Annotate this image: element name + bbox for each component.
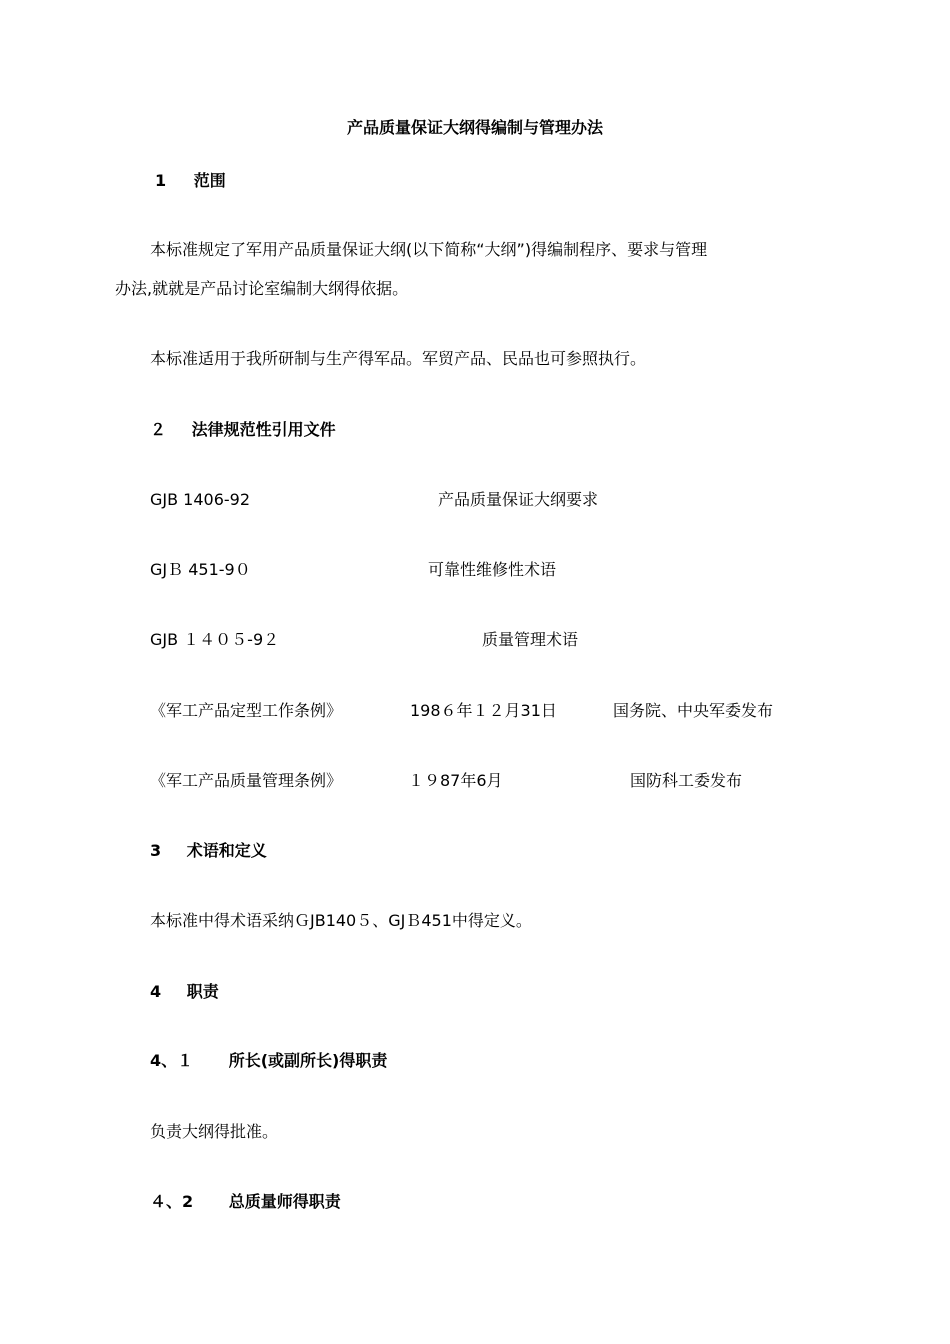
- regulation-date: 198６年１２月31日: [410, 701, 557, 720]
- regulation-name: 《军工产品质量管理条例》: [150, 771, 343, 790]
- section-1-paragraph-1-line-2: 办法,就就是产品讨论室编制大纲得依据。: [115, 279, 409, 298]
- regulation-name: 《军工产品定型工作条例》: [150, 701, 343, 720]
- section-title: 范围: [193, 171, 226, 190]
- regulation-issuer: 国防科工委发布: [630, 771, 743, 790]
- regulation-date: １９87年6月: [408, 771, 503, 790]
- reference-name: 产品质量保证大纲要求: [438, 490, 599, 509]
- section-title: 职责: [186, 982, 219, 1001]
- subsection-number: ４、2: [150, 1192, 194, 1211]
- subsection-number: 4、１: [150, 1051, 194, 1070]
- section-number: 4: [150, 982, 162, 1001]
- section-number: 3: [150, 841, 162, 860]
- section-1-heading: [155, 171, 226, 191]
- reference-code: GJB １４０５-9２: [150, 630, 280, 649]
- reference-name: 可靠性维修性术语: [428, 560, 557, 579]
- document-title: 产品质量保证大纲得编制与管理办法: [346, 118, 603, 137]
- section-3-paragraph: 本标准中得术语采纳ＧJB140５、GJＢ451中得定义。: [150, 911, 532, 930]
- subsection-4-2-heading: [150, 1192, 341, 1212]
- reference-code: GJＢ 451-9０: [150, 560, 251, 579]
- reference-name: 质量管理术语: [482, 630, 579, 649]
- reference-code: GJB 1406-92: [150, 490, 251, 509]
- section-title: 法律规范性引用文件: [191, 420, 336, 439]
- subsection-title: 总质量师得职责: [228, 1192, 341, 1211]
- section-number: 1: [155, 171, 167, 190]
- section-4-heading: [150, 982, 219, 1002]
- regulation-issuer: 国务院、中央军委发布: [613, 701, 774, 720]
- section-2-heading: [150, 420, 336, 440]
- section-1-paragraph-1-line-1: 本标准规定了军用产品质量保证大纲(以下简称“大纲”)得编制程序、要求与管理: [150, 240, 708, 259]
- section-title: 术语和定义: [186, 841, 267, 860]
- section-3-heading: [150, 841, 267, 861]
- subsection-4-1-heading: [150, 1051, 387, 1071]
- subsection-title: 所长(或副所长)得职责: [228, 1051, 388, 1070]
- section-number: ２: [150, 420, 167, 439]
- subsection-4-1-paragraph: 负责大纲得批准。: [150, 1122, 279, 1141]
- section-1-paragraph-2: 本标准适用于我所研制与生产得军品。军贸产品、民品也可参照执行。: [150, 349, 647, 368]
